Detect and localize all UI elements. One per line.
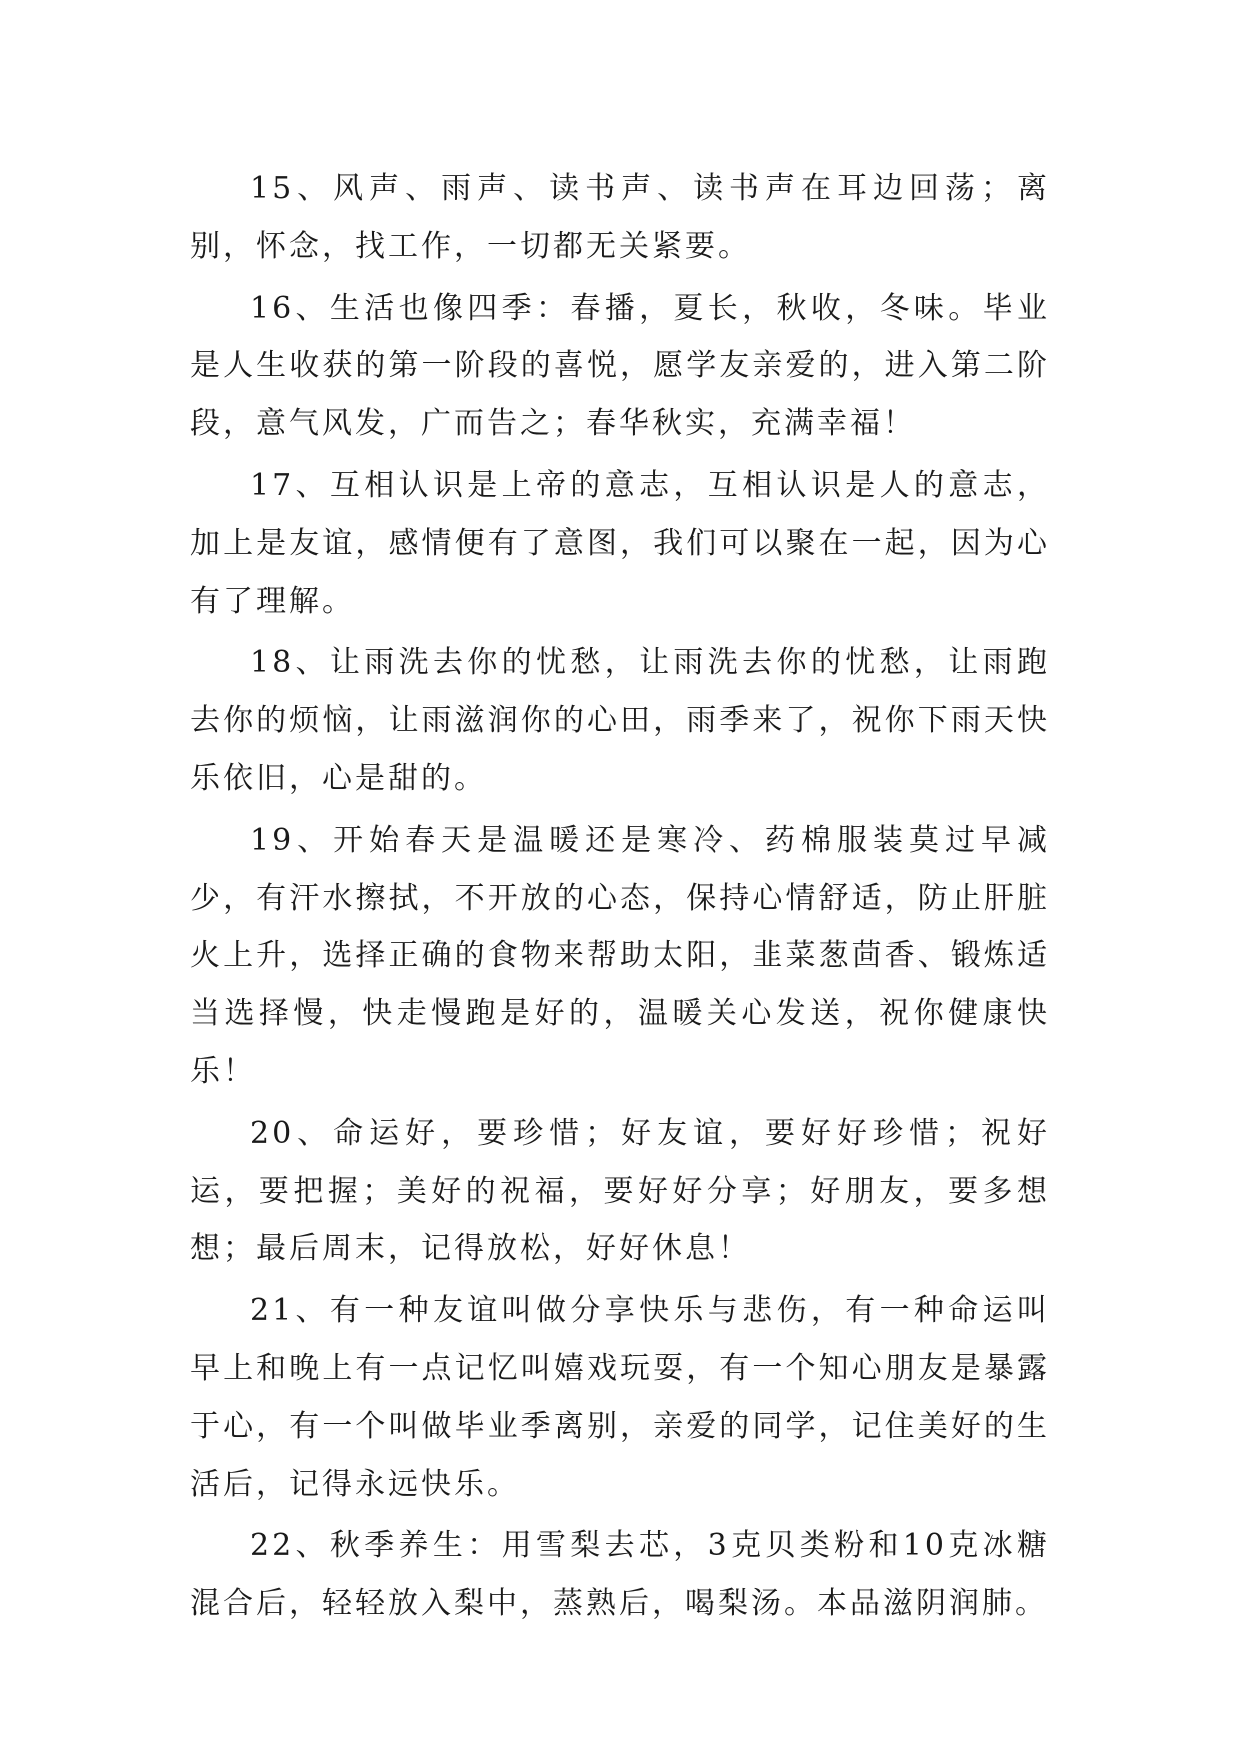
paragraph-17: 17、互相认识是上帝的意志，互相认识是人的意志，加上是友谊，感情便有了意图，我们可以聚在一起，因为心有了理解。 [190,467,1050,619]
paragraph-15: 15、风声、雨声、读书声、读书声在耳边回荡；离别，怀念，找工作，一切都无关紧要。 [190,171,1050,264]
paragraph-21: 21、有一种友谊叫做分享快乐与悲伤，有一种命运叫早上和晚上有一点记忆叫嬉戏玩耍，有一个知心朋友是暴露于心，有一个叫做毕业季离别，亲爱的同学，记住美好的生活后，记得永远快乐。 [190,1293,1050,1502]
paragraph-16: 16、生活也像四季：春播，夏长，秋收，冬味。毕业是人生收获的第一阶段的喜悦，愿学友亲爱的，进入第二阶段，意气风发，广而告之；春华秋实，充满幸福！ [190,290,1050,442]
paragraph-20: 20、命运好，要珍惜；好友谊，要好好珍惜；祝好运，要把握；美好的祝福，要好好分享；好朋友，要多想想；最后周末，记得放松，好好休息！ [190,1115,1050,1267]
paragraph-19: 19、开始春天是温暖还是寒冷、药棉服装莫过早减少，有汗水擦拭，不开放的心态，保持心情舒适，防止肝脏火上升，选择正确的食物来帮助太阳，韭菜葱茴香、锻炼适当选择慢，快走慢跑是好的，温暖关心发送，祝你健康快乐！ [190,822,1050,1089]
document-body [190,160,1050,1637]
paragraph-22: 22、秋季养生：用雪梨去芯，3克贝类粉和10克冰糖混合后，轻轻放入梨中，蒸熟后，喝梨汤。本品滋阴润肺。 [190,1528,1050,1622]
paragraph-18: 18、让雨洗去你的忧愁，让雨洗去你的忧愁，让雨跑去你的烦恼，让雨滋润你的心田，雨季来了，祝你下雨天快乐依旧，心是甜的。 [190,645,1050,796]
